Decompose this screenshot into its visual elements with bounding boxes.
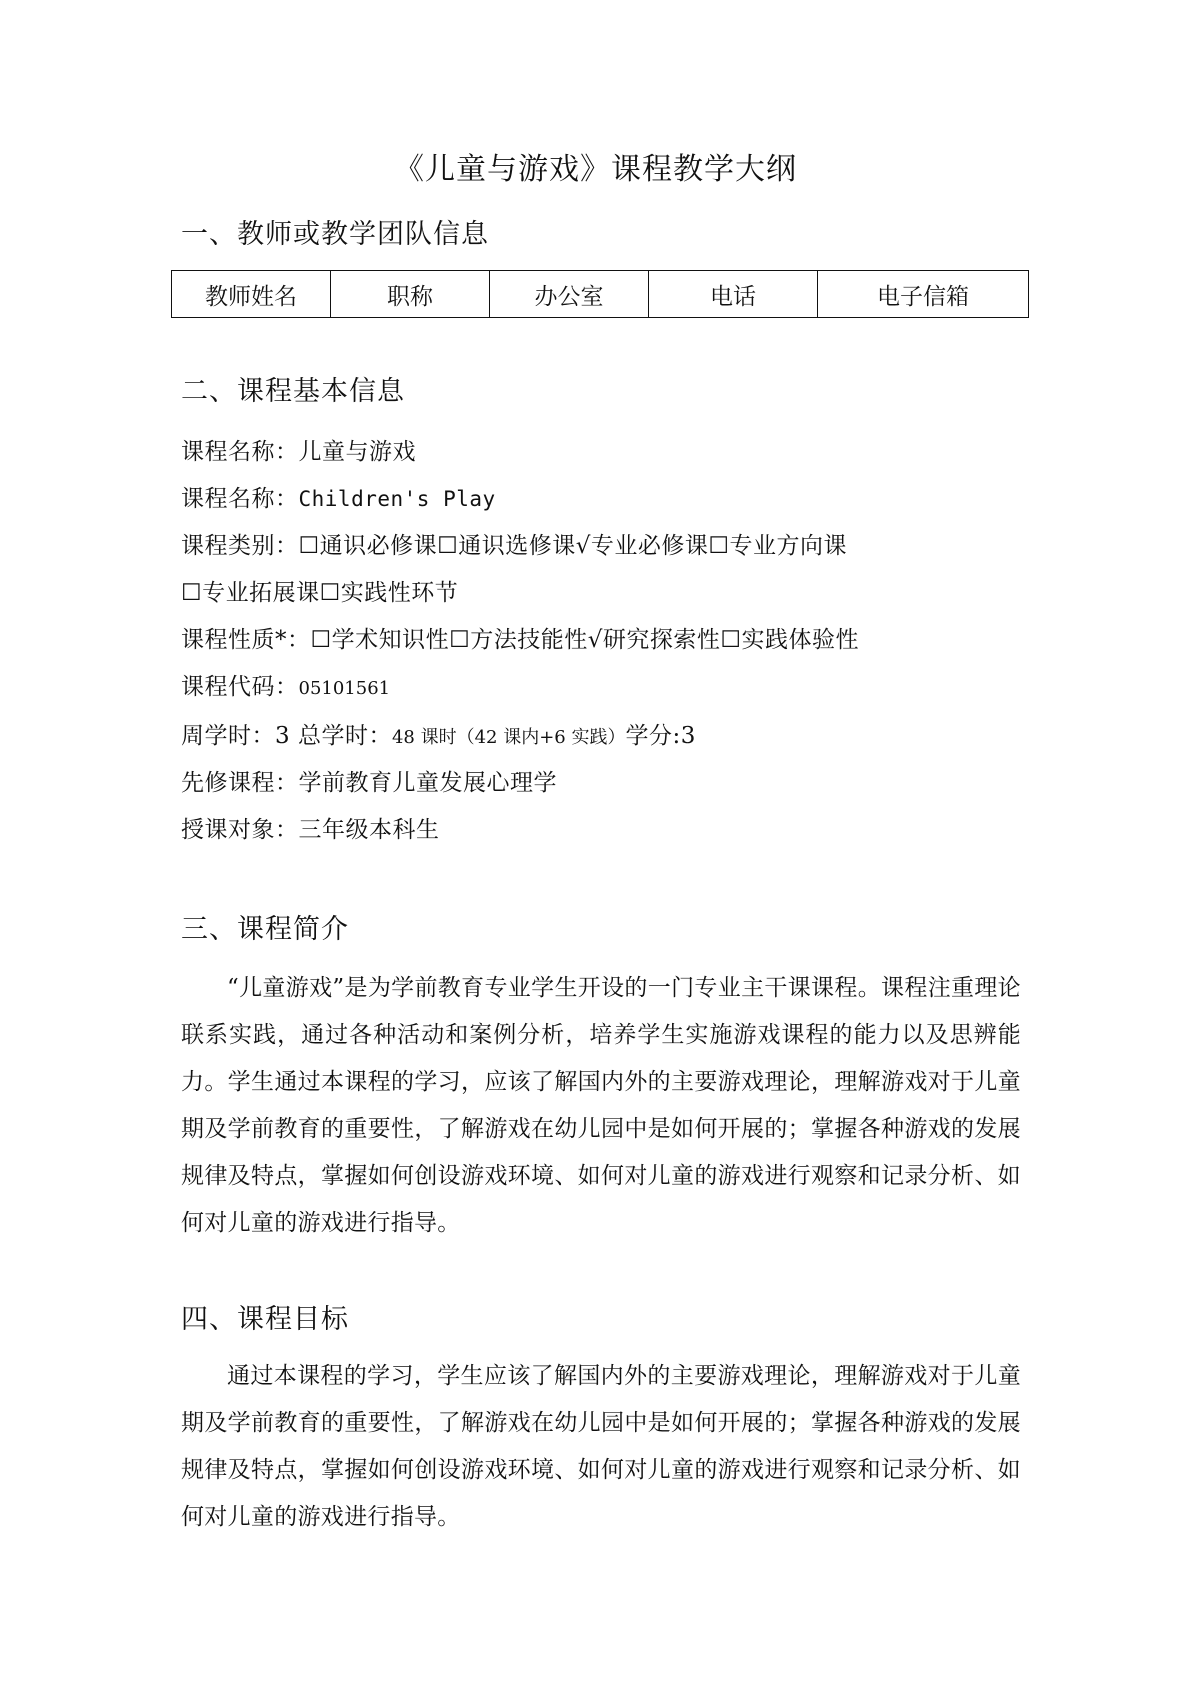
section-heading-teacher-info: 一、教师或教学团队信息	[181, 219, 489, 250]
course-name-en-label: 课程名称：	[181, 486, 299, 512]
course-code	[181, 672, 390, 704]
course-hours-label: 周学时：3 总学时：	[181, 723, 392, 749]
table-header-row	[172, 271, 1029, 318]
course-name-cn: 课程名称：儿童与游戏	[181, 439, 416, 465]
course-prerequisite: 先修课程：学前教育儿童发展心理学	[181, 770, 557, 796]
course-name-en	[181, 484, 496, 514]
section-heading-objectives: 四、课程目标	[181, 1304, 349, 1335]
section-heading-intro: 三、课程简介	[181, 914, 349, 945]
course-credit: 学分:3	[625, 723, 696, 749]
table-header-cell: 教师姓名	[172, 271, 331, 318]
table-header-cell: 电子信箱	[818, 271, 1029, 318]
course-intro-paragraph: “儿童游戏”是为学前教育专业学生开设的一门专业主干课课程。课程注重理论联系实践，通过各种活动和案例分析，培养学生实施游戏课程的能力以及思辨能力。学生通过本课程的学习，应该了解国内外的主要游戏理论，理解游戏对于儿童期及学前教育的重要性，了解游戏在幼儿园中是如何开展的；掌握各种游戏的发展规律及特点，掌握如何创设游戏环境、如何对儿童的游戏进行观察和记录分析、如何对儿童的游戏进行指导。	[181, 975, 1021, 1236]
table-header-cell: 电话	[649, 271, 818, 318]
course-code-label: 课程代码：	[181, 674, 299, 700]
course-nature: 课程性质*：☐学术知识性☐方法技能性√研究探索性☐实践体验性	[181, 627, 860, 653]
table-header-cell: 职称	[331, 271, 490, 318]
table-header-cell: 办公室	[490, 271, 649, 318]
course-hours-value: 48 课时（42 课内+6 实践）	[391, 727, 626, 748]
teacher-info-table	[171, 270, 1029, 318]
course-category-line2: ☐专业拓展课☐实践性环节	[181, 580, 459, 606]
course-hours	[181, 721, 696, 753]
course-audience: 授课对象：三年级本科生	[181, 817, 440, 843]
course-category-line1: 课程类别：☐通识必修课☐通识选修课√专业必修课☐专业方向课	[181, 533, 848, 559]
course-name-en-value: Children's Play	[298, 487, 496, 511]
course-code-value: 05101561	[298, 678, 391, 699]
page-title: 《儿童与游戏》课程教学大纲	[394, 152, 797, 187]
section-heading-basic-info: 二、课程基本信息	[181, 376, 405, 407]
course-objectives-paragraph: 通过本课程的学习，学生应该了解国内外的主要游戏理论，理解游戏对于儿童期及学前教育的重要性，了解游戏在幼儿园中是如何开展的；掌握各种游戏的发展规律及特点，掌握如何创设游戏环境、如何对儿童的游戏进行观察和记录分析、如何对儿童的游戏进行指导。	[181, 1363, 1021, 1530]
